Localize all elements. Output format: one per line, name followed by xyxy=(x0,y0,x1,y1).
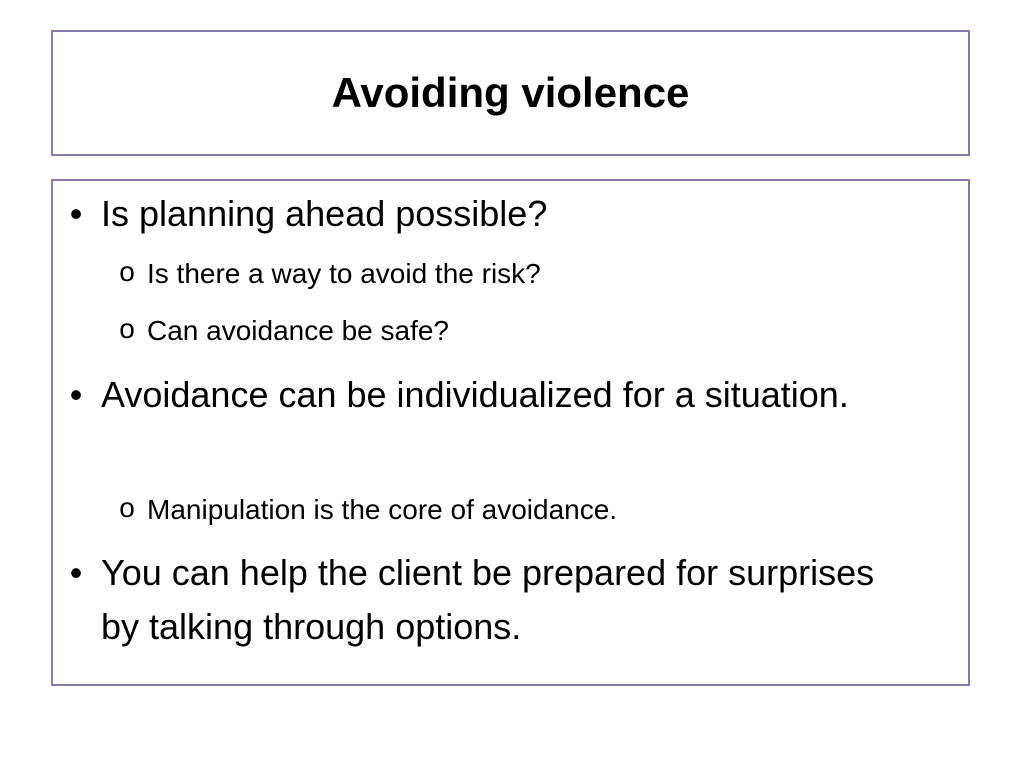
bullet-icon: • xyxy=(69,193,83,234)
sub-bullet-text: Is there a way to avoid the risk? xyxy=(147,258,541,289)
sub-bullet-icon: o xyxy=(119,492,135,523)
bullet-text: Avoidance can be individualized for a situation. xyxy=(101,374,849,415)
sub-bullet-icon: o xyxy=(119,313,135,344)
bullet-icon: • xyxy=(69,374,83,415)
bullet-text: Is planning ahead possible? xyxy=(101,193,548,234)
title-frame xyxy=(51,30,970,156)
content-frame xyxy=(51,179,970,686)
sub-bullet-text: Manipulation is the core of avoidance. xyxy=(147,494,618,525)
sub-bullet-text: Can avoidance be safe? xyxy=(147,315,449,346)
bullet-icon: • xyxy=(69,552,83,593)
sub-bullet-icon: o xyxy=(119,256,135,287)
bullet-text: You can help the client be prepared for surprises by talking through options. xyxy=(101,552,875,647)
slide-title: Avoiding violence xyxy=(331,69,690,116)
